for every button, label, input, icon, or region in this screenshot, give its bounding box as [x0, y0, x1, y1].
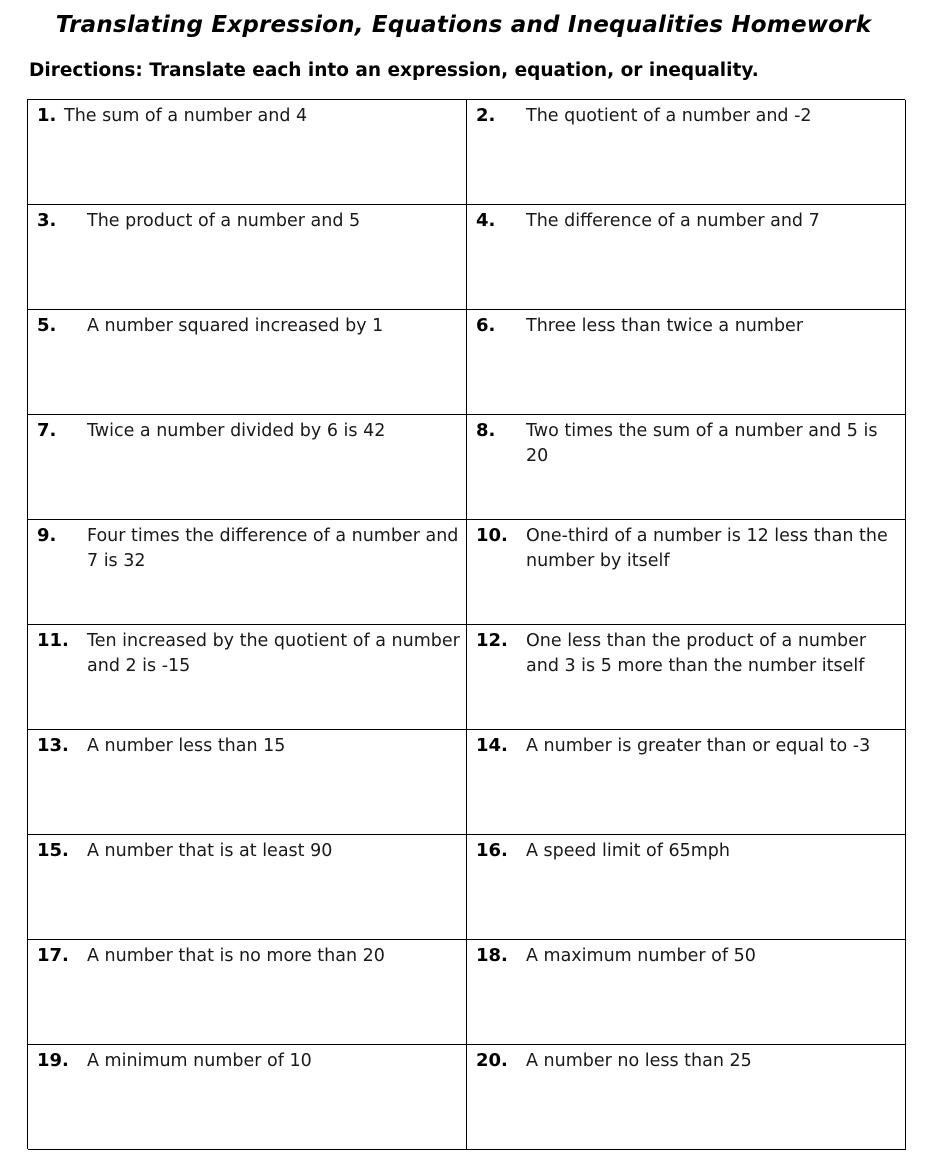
problem-text: Three less than twice a number [526, 316, 804, 336]
problem-cell-7 [28, 415, 467, 520]
problem-cell-4 [467, 205, 906, 310]
problem-cell-17 [28, 940, 467, 1045]
problem-cell-6 [467, 310, 906, 415]
problem-number: 5. [37, 315, 57, 336]
problem-cell-16 [467, 835, 906, 940]
problem-cell-13 [28, 730, 467, 835]
problem-text: One less than the product of a number and 3 is 5 more than the number itself [526, 631, 867, 676]
problem-number: 4. [476, 210, 496, 231]
problem-cell-20 [467, 1045, 906, 1150]
problem-text: Four times the difference of a number and 7 is 32 [87, 526, 459, 571]
problem-text: A number squared increased by 1 [87, 316, 384, 336]
problem-text: Ten increased by the quotient of a number and 2 is -15 [87, 631, 460, 676]
problem-number: 16. [476, 840, 508, 861]
problem-cell-15 [28, 835, 467, 940]
problem-text: A maximum number of 50 [526, 946, 756, 966]
problem-number: 6. [476, 315, 496, 336]
problem-number: 7. [37, 420, 57, 441]
directions-text: Directions: Translate each into an expression, equation, or inequality. [29, 60, 759, 81]
problem-cell-11 [28, 625, 467, 730]
problem-text: A number no less than 25 [526, 1051, 752, 1071]
problem-cell-12 [467, 625, 906, 730]
problem-cell-2 [467, 100, 906, 205]
page-title: Translating Expression, Equations and Inequalities Homework [55, 12, 872, 38]
problem-cell-9 [28, 520, 467, 625]
problem-cell-5 [28, 310, 467, 415]
problem-number: 19. [37, 1050, 69, 1071]
problem-number: 14. [476, 735, 508, 756]
problem-cell-10 [467, 520, 906, 625]
problem-cell-3 [28, 205, 467, 310]
problem-number: 20. [476, 1050, 508, 1071]
problem-number: 1. [37, 105, 57, 126]
problem-number: 18. [476, 945, 508, 966]
problem-text: The product of a number and 5 [87, 211, 361, 231]
problem-text: Twice a number divided by 6 is 42 [87, 421, 386, 441]
problem-number: 15. [37, 840, 69, 861]
problem-number: 12. [476, 630, 508, 651]
problem-number: 3. [37, 210, 57, 231]
problem-text: A number that is no more than 20 [87, 946, 385, 966]
problem-cell-18 [467, 940, 906, 1045]
problem-cell-14 [467, 730, 906, 835]
problem-text: A number is greater than or equal to -3 [526, 736, 871, 756]
problem-text: The quotient of a number and -2 [526, 106, 812, 126]
problem-number: 8. [476, 420, 496, 441]
problem-text: The difference of a number and 7 [526, 211, 820, 231]
problem-cell-1 [28, 100, 467, 205]
problem-cell-8 [467, 415, 906, 520]
problem-number: 13. [37, 735, 69, 756]
problem-text: Two times the sum of a number and 5 is 20 [526, 421, 878, 466]
problem-cell-19 [28, 1045, 467, 1150]
problem-number: 10. [476, 525, 508, 546]
problem-grid [27, 99, 905, 1149]
problem-text: A speed limit of 65mph [526, 841, 730, 861]
problem-text: A number less than 15 [87, 736, 286, 756]
problem-text: The sum of a number and 4 [64, 106, 308, 126]
problem-number: 17. [37, 945, 69, 966]
problem-number: 2. [476, 105, 496, 126]
problem-text: One-third of a number is 12 less than the number by itself [526, 526, 888, 571]
problem-number: 9. [37, 525, 57, 546]
problem-text: A number that is at least 90 [87, 841, 333, 861]
problem-number: 11. [37, 630, 69, 651]
problem-text: A minimum number of 10 [87, 1051, 312, 1071]
